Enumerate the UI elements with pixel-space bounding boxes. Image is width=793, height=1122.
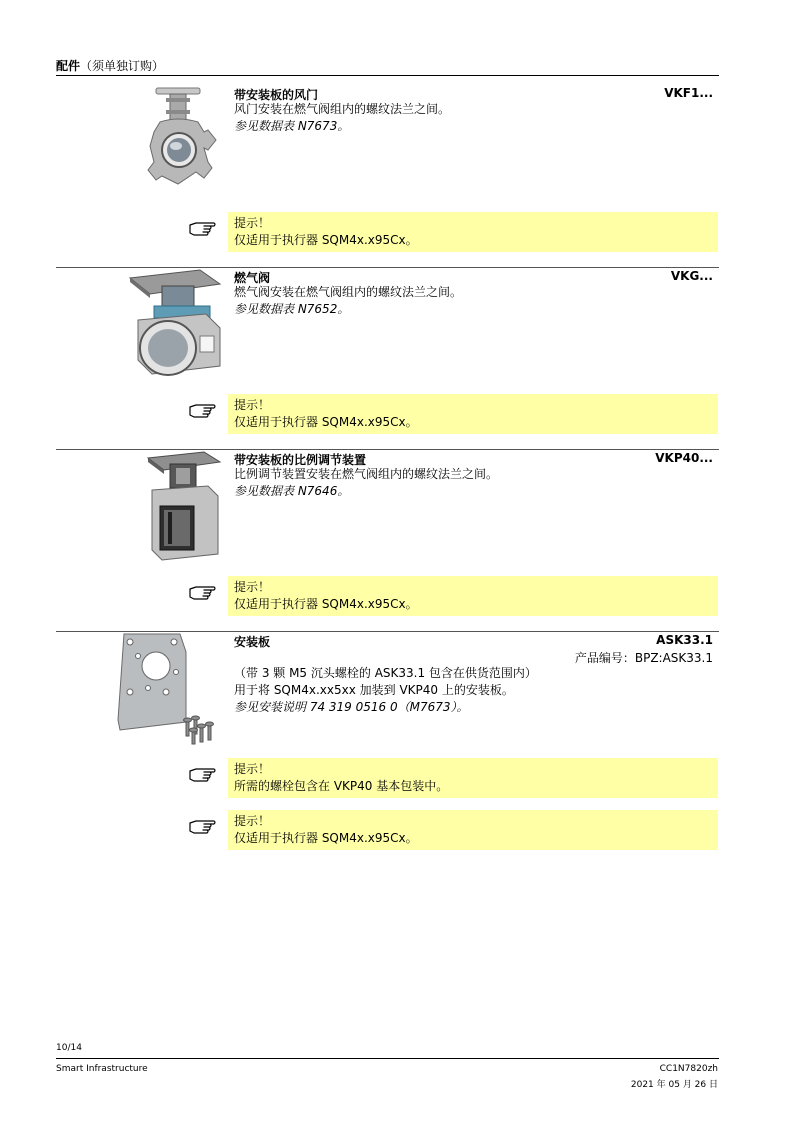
datasheet-reference: 参见数据表 N7646。 [234,484,350,498]
product-number: 产品编号：BPZ:ASK33.1 [574,651,713,665]
datasheet-reference: 参见数据表 N7673。 [234,119,350,133]
page-title [56,57,164,74]
note-box [228,212,718,252]
note-label: 提示！ [234,814,271,828]
note-label: 提示！ [234,398,271,412]
header-rule [56,75,719,76]
note-box [228,394,718,434]
product-title: 带安装板的比例调节装置 [234,453,367,467]
product-image-damper [146,84,222,198]
document-date: 2021 年 05 月 26 日 [630,1080,718,1090]
note-box [228,810,718,850]
note-text: 仅适用于执行器 SQM4x.x95Cx。 [234,233,418,247]
product-description: 风门安装在燃气阀组内的螺纹法兰之间。 [234,102,451,116]
damper-valve-icon [146,84,222,198]
product-code: VKF1... [664,86,713,100]
gas-valve-icon [124,268,224,380]
note-box [228,576,718,616]
pointing-hand-icon [188,583,218,601]
product-image-mounting-plate [116,632,222,746]
product-title: 安装板 [234,635,271,649]
product-code: ASK33.1 [656,633,713,647]
datasheet-reference: 参见数据表 N7652。 [234,302,350,316]
note-box [228,758,718,798]
document-id: CC1N7820zh [659,1064,718,1074]
product-title: 燃气阀 [234,271,271,285]
note-label: 提示！ [234,762,271,776]
note-text: 仅适用于执行器 SQM4x.x95Cx。 [234,415,418,429]
installation-reference: 参见安装说明 74 319 0516 0（M7673）。 [234,700,469,714]
proportional-valve-icon [146,450,222,562]
pointing-hand-icon [188,817,218,835]
product-title: 带安装板的风门 [234,88,319,102]
mounting-plate-icon [116,632,222,746]
product-scope-note: （带 3 颗 M5 沉头螺栓的 ASK33.1 包含在供货范围内） [234,666,537,680]
product-description: 比例调节装置安装在燃气阀组内的螺纹法兰之间。 [234,467,499,481]
note-label: 提示！ [234,580,271,594]
company-name: Smart Infrastructure [56,1064,148,1074]
note-text: 所需的螺栓包含在 VKP40 基本包装中。 [234,779,449,793]
product-code: VKG... [670,269,713,283]
product-code: VKP40... [655,451,713,465]
product-description: 用于将 SQM4x.xx5xx 加装到 VKP40 上的安装板。 [234,683,514,697]
pointing-hand-icon [188,401,218,419]
page-title-rest: （须单独订购） [80,59,165,73]
pointing-hand-icon [188,765,218,783]
footer-rule [56,1058,719,1059]
pointing-hand-icon [188,219,218,237]
product-image-gas-valve [124,268,224,380]
product-image-proportional-valve [146,450,222,562]
note-text: 仅适用于执行器 SQM4x.x95Cx。 [234,597,418,611]
note-label: 提示！ [234,216,271,230]
product-description: 燃气阀安装在燃气阀组内的螺纹法兰之间。 [234,285,463,299]
page-title-bold: 配件 [56,59,81,73]
note-text: 仅适用于执行器 SQM4x.x95Cx。 [234,831,418,845]
page-number: 10/14 [56,1043,82,1053]
